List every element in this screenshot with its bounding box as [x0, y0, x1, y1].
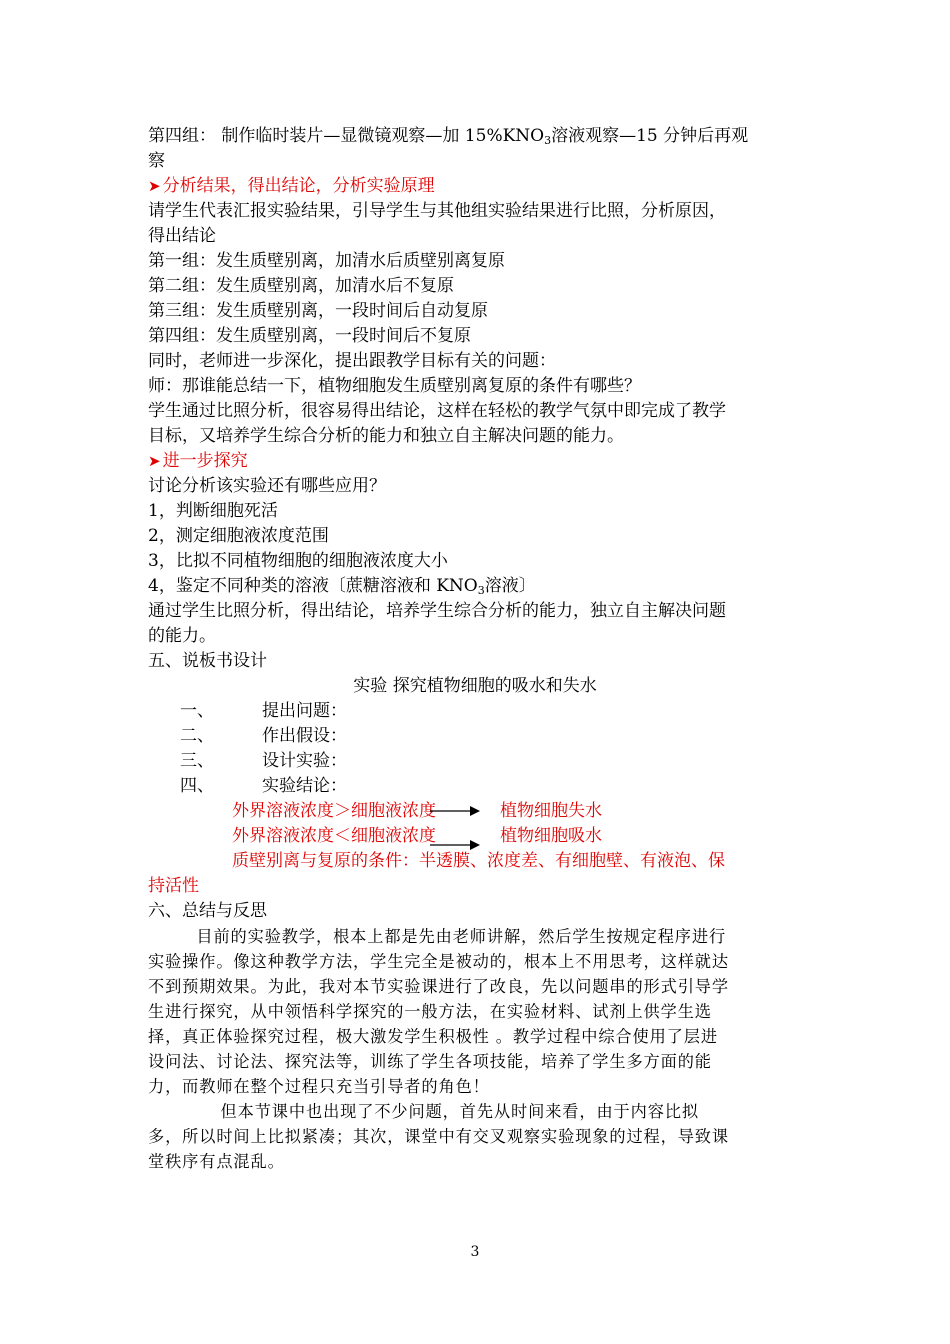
board-item-text: 设计实验： [262, 751, 347, 771]
reflection-line: 但本节课中也出现了不少问题，首先从时间来看，由于内容比拟 [148, 1102, 699, 1121]
subscript: 3 [544, 134, 552, 147]
reflection-line: 目前的实验教学，根本上都是先由老师讲解，然后学生按规定程序进行 [148, 927, 727, 946]
conclusion-line-2: 目标，又培养学生综合分析的能力和独立自主解决问题的能力。 [148, 426, 624, 446]
text-run: 溶液〕 [484, 576, 536, 596]
heading-text: 分析结果，得出结论，分析实验原理 [162, 176, 435, 196]
text-run: 4，鉴定不同种类的溶液〔蔗糖溶液和 KNO [148, 576, 478, 596]
board-item-text: 实验结论： [262, 776, 347, 796]
subscript: 3 [477, 584, 485, 597]
reflection-line: 生进行探究，从中领悟科学探究的一般方法，在实验材料、试剂上供学生选 [148, 1002, 712, 1021]
application-item-1: 1，判断细胞死活 [148, 501, 278, 521]
board-conditions-line-cont: 持活性 [148, 876, 199, 896]
board-conclusion-2-result: 植物细胞吸水 [500, 826, 602, 846]
conclusion-line-1: 学生通过比照分析，很容易得出结论，这样在轻松的教学气氛中即完成了教学 [148, 401, 726, 421]
summary-line-1: 通过学生比照分析，得出结论，培养学生综合分析的能力，独立自主解决问题 [148, 601, 726, 621]
board-item-number: 一、 [180, 701, 214, 721]
result-group-3: 第三组：发生质壁别离，一段时间后自动复原 [148, 301, 488, 321]
arrow-bullet-icon: ➤ [148, 177, 161, 195]
board-item-number: 二、 [180, 726, 214, 746]
summary-line-2: 的能力。 [148, 626, 216, 646]
page-number: 3 [470, 1244, 480, 1260]
board-conclusion-1-condition: 外界溶液浓度＞细胞液浓度 [232, 801, 436, 821]
board-conditions-line: 质壁别离与复原的条件：半透膜、浓度差、有细胞壁、有液泡、保 [232, 851, 725, 871]
question-line: 师：那谁能总结一下，植物细胞发生质壁别离复原的条件有哪些？ [148, 376, 641, 396]
board-conclusion-2-condition: 外界溶液浓度＜细胞液浓度 [232, 826, 436, 846]
reflection-line: 设问法、讨论法、探究法等，训练了学生各项技能，培养了学生多方面的能 [148, 1052, 712, 1071]
board-item-text: 提出问题： [262, 701, 347, 721]
result-group-2: 第二组：发生质壁别离，加清水后不复原 [148, 276, 454, 296]
section-6-heading: 六、总结与反思 [148, 901, 267, 921]
board-conclusion-1-result: 植物细胞失水 [500, 801, 602, 821]
application-item-2: 2，测定细胞液浓度范围 [148, 526, 329, 546]
deepen-line: 同时，老师进一步深化，提出跟教学目标有关的问题： [148, 351, 556, 371]
result-group-4: 第四组：发生质壁别离，一段时间后不复原 [148, 326, 471, 346]
text-run: 溶液观察—15 分钟后再观 [551, 126, 749, 146]
reflection-line: 择，真正体验探究过程，极大激发学生积极性 。教学过程中综合使用了层进 [148, 1027, 718, 1046]
application-item-3: 3，比拟不同植物细胞的细胞液浓度大小 [148, 551, 448, 571]
report-line-1: 请学生代表汇报实验结果，引导学生与其他组实验结果进行比照，分析原因， [148, 201, 726, 221]
result-group-1: 第一组：发生质壁别离，加清水后质壁别离复原 [148, 251, 505, 271]
reflection-line: 实验操作。像这种教学方法，学生完全是被动的，根本上不用思考，这样就达 [148, 952, 729, 971]
reflection-line: 多，所以时间上比拟紧凑；其次，课堂中有交叉观察实验现象的过程，导致课 [148, 1127, 729, 1146]
board-item-text: 作出假设： [262, 726, 347, 746]
application-item-4 [148, 574, 536, 599]
arrow-bullet-icon: ➤ [148, 452, 161, 470]
heading-analysis [148, 174, 435, 199]
board-title: 实验 探究植物细胞的吸水和失水 [353, 676, 597, 696]
right-arrow-icon [430, 804, 480, 818]
reflection-line: 不到预期效果。为此，我对本节实验课进行了改良，先以问题串的形式引导学 [148, 977, 729, 996]
section-5-heading: 五、说板书设计 [148, 651, 267, 671]
board-item-number: 三、 [180, 751, 214, 771]
group4-plan-line [148, 124, 748, 149]
reflection-line: 力，而教师在整个过程只充当引导者的角色！ [148, 1077, 490, 1096]
board-item-number: 四、 [180, 776, 214, 796]
group4-plan-line-cont: 察 [148, 151, 165, 171]
reflection-line: 堂秩序有点混乱。 [148, 1152, 285, 1171]
discuss-line: 讨论分析该实验还有哪些应用？ [148, 476, 386, 496]
report-line-2: 得出结论 [148, 226, 216, 246]
heading-text: 进一步探究 [162, 451, 248, 471]
text-run: 第四组： 制作临时装片—显微镜观察—加 15%KNO [148, 126, 545, 146]
heading-further [148, 449, 248, 474]
